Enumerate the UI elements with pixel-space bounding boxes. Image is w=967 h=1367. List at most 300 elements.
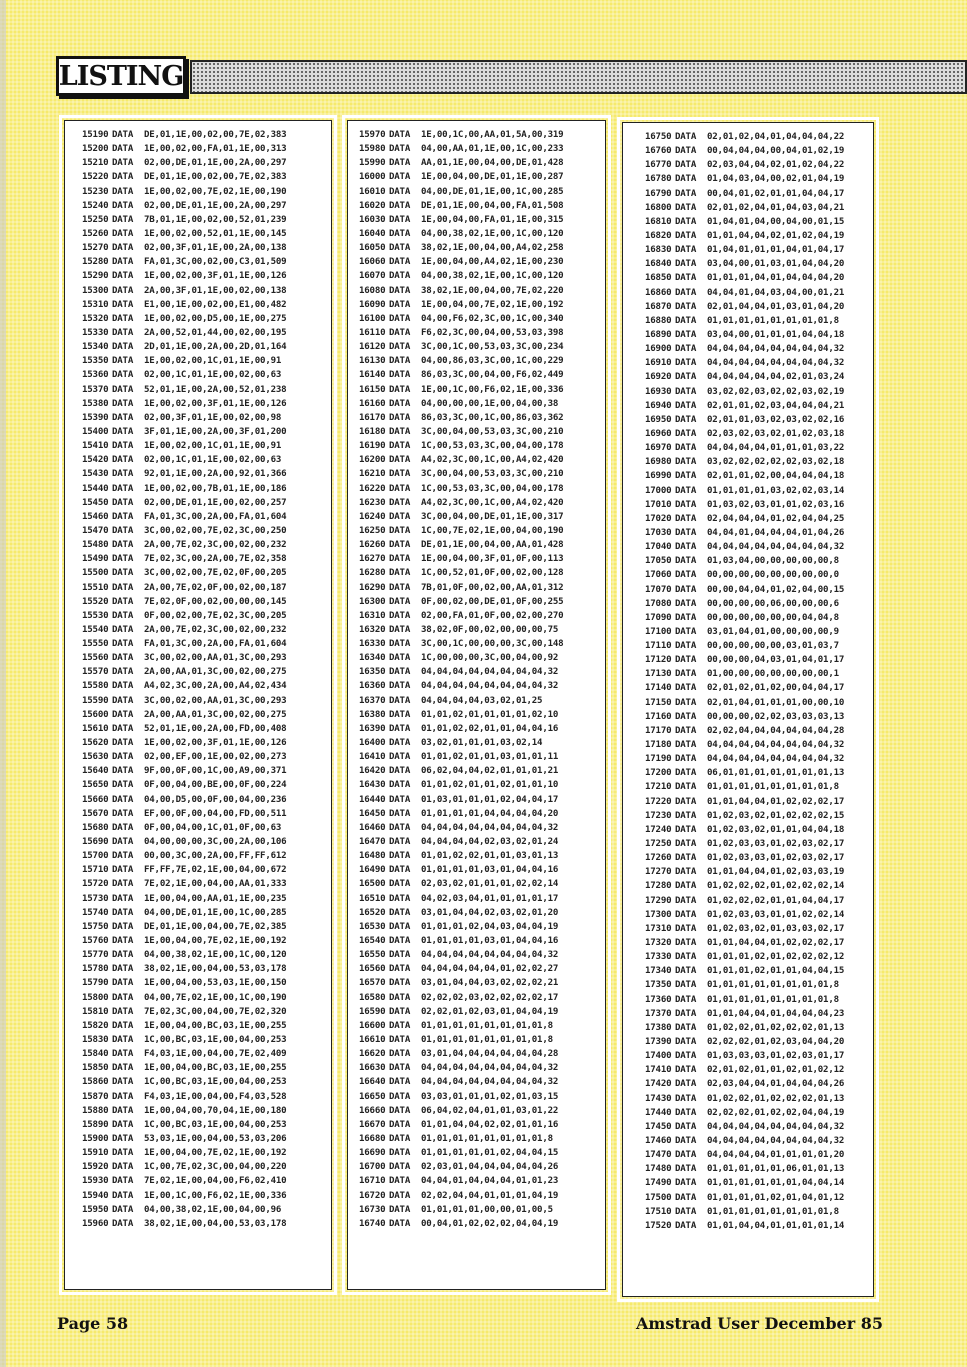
data-keyword: DATA [112, 525, 134, 536]
data-keyword: DATA [675, 485, 697, 496]
data-keyword: DATA [675, 400, 697, 411]
line-number: 15420 [82, 455, 109, 466]
data-line [348, 510, 605, 524]
data-values: A4,02,3C,00,1C,00,A4,02,420 [421, 455, 564, 466]
data-line [348, 241, 605, 255]
data-values: 03,04,00,01,01,01,04,04,18 [707, 329, 845, 340]
line-number: 15580 [82, 681, 109, 692]
line-number: 15730 [82, 893, 109, 904]
data-values: FF,FF,7E,02,1E,00,04,00,672 [144, 865, 287, 876]
data-keyword: DATA [112, 214, 134, 225]
line-number: 16680 [359, 1133, 386, 1144]
data-keyword: DATA [389, 1105, 411, 1116]
data-keyword: DATA [675, 839, 697, 850]
data-values: 04,00,AA,01,1E,00,1C,00,233 [421, 144, 564, 155]
line-number: 16220 [359, 483, 386, 494]
data-line [623, 1106, 873, 1120]
data-line [65, 199, 331, 213]
data-line [65, 877, 331, 891]
data-values: 1C,00,BC,03,1E,00,04,00,253 [144, 1119, 287, 1130]
data-line [348, 962, 605, 976]
data-values: 03,01,04,01,00,00,00,00,9 [707, 626, 839, 637]
data-keyword: DATA [389, 214, 411, 225]
data-values: 02,00,3F,01,1E,00,2A,00,138 [144, 243, 287, 254]
data-line [348, 750, 605, 764]
line-number: 16430 [359, 780, 386, 791]
line-number: 15590 [82, 695, 109, 706]
data-values: 7E,02,1E,00,04,00,F6,02,410 [144, 1176, 287, 1187]
line-number: 16150 [359, 384, 386, 395]
data-line [348, 185, 605, 199]
data-values: 1C,00,BC,03,1E,00,04,00,253 [144, 1035, 287, 1045]
data-keyword: DATA [675, 245, 697, 256]
data-values: 02,00,EF,00,1E,00,02,00,273 [144, 752, 287, 763]
data-line [65, 453, 331, 467]
data-keyword: DATA [675, 1051, 697, 1062]
line-number: 17510 [645, 1206, 672, 1217]
data-line [348, 793, 605, 807]
line-number: 16860 [645, 287, 672, 298]
line-number: 16110 [359, 327, 386, 338]
data-line [348, 566, 605, 580]
data-values: 00,00,00,02,02,03,03,03,13 [707, 711, 845, 722]
data-line [65, 1047, 331, 1061]
data-values: F4,03,1E,00,04,00,7E,02,409 [144, 1049, 287, 1060]
data-line [65, 439, 331, 453]
line-number: 17460 [645, 1135, 672, 1146]
line-number: 17330 [645, 952, 672, 963]
line-number: 16050 [359, 243, 386, 254]
data-keyword: DATA [389, 879, 411, 890]
data-values: 1E,00,1C,00,F6,02,1E,00,336 [421, 384, 564, 395]
data-keyword: DATA [389, 1204, 411, 1215]
data-keyword: DATA [675, 414, 697, 425]
data-keyword: DATA [389, 356, 411, 367]
line-number: 16590 [359, 1006, 386, 1017]
data-keyword: DATA [112, 1204, 134, 1215]
line-number: 16270 [359, 554, 386, 565]
magazine-issue: Amstrad User December 85 [636, 1314, 883, 1333]
data-line [623, 597, 873, 611]
data-keyword: DATA [675, 329, 697, 340]
data-values: 1C,00,00,00,3C,00,04,00,92 [421, 653, 559, 664]
line-number: 16970 [645, 443, 672, 454]
data-values: 02,00,FA,01,0F,00,02,00,270 [421, 610, 564, 621]
line-number: 15440 [82, 483, 109, 494]
data-keyword: DATA [389, 426, 411, 437]
data-line [623, 780, 873, 794]
data-line [348, 708, 605, 722]
data-line [348, 1217, 605, 1231]
data-keyword: DATA [389, 907, 411, 918]
data-keyword: DATA [112, 624, 134, 635]
data-keyword: DATA [112, 568, 134, 579]
data-values: 1E,00,04,00,7E,02,1E,00,192 [421, 299, 564, 310]
data-line [65, 1061, 331, 1075]
data-values: 3C,00,02,00,7E,02,3C,00,250 [144, 525, 287, 536]
data-line [623, 286, 873, 300]
data-values: 02,01,04,01,01,01,00,00,10 [707, 697, 845, 708]
data-line [348, 1075, 605, 1089]
data-values: 1E,00,02,00,D5,00,1E,00,275 [144, 313, 287, 324]
line-number: 17310 [645, 923, 672, 934]
line-number: 16780 [645, 174, 672, 185]
data-line [65, 1104, 331, 1118]
data-keyword: DATA [675, 952, 697, 963]
data-line [348, 1132, 605, 1146]
page-number: Page 58 [57, 1314, 129, 1333]
data-values: 00,04,01,02,01,01,04,04,17 [707, 188, 845, 199]
data-line [348, 906, 605, 920]
data-line [623, 950, 873, 964]
data-values: 1E,00,02,00,7B,01,1E,00,186 [144, 483, 287, 494]
data-values: 01,01,04,04,02,01,02,04,19 [707, 230, 845, 241]
data-line [623, 271, 873, 285]
line-number: 16830 [645, 245, 672, 256]
data-keyword: DATA [389, 865, 411, 876]
data-values: 2A,00,7E,02,0F,00,02,00,187 [144, 582, 287, 593]
data-keyword: DATA [389, 1006, 411, 1017]
data-line [65, 849, 331, 863]
data-values: 06,04,02,04,01,01,03,01,22 [421, 1105, 559, 1116]
line-number: 15970 [359, 130, 386, 140]
data-keyword: DATA [389, 752, 411, 763]
data-keyword: DATA [389, 568, 411, 579]
line-number: 16880 [645, 315, 672, 326]
data-line [65, 142, 331, 156]
data-values: 04,04,04,04,03,02,01,25 [421, 695, 543, 706]
line-number: 15340 [82, 342, 109, 353]
data-line [65, 1075, 331, 1089]
data-keyword: DATA [675, 641, 697, 652]
line-number: 15880 [82, 1105, 109, 1116]
data-line [65, 368, 331, 382]
data-keyword: DATA [389, 695, 411, 706]
data-keyword: DATA [675, 174, 697, 185]
line-number: 16090 [359, 299, 386, 310]
data-line [348, 1146, 605, 1160]
data-keyword: DATA [112, 144, 134, 155]
data-keyword: DATA [675, 527, 697, 538]
data-line [623, 865, 873, 879]
data-values: 1E,00,02,00,1C,01,1E,00,91 [144, 356, 282, 367]
data-line [65, 1090, 331, 1104]
data-keyword: DATA [112, 1077, 134, 1088]
line-number: 16360 [359, 681, 386, 692]
data-values: 38,02,1E,00,04,00,7E,02,220 [421, 285, 564, 296]
data-keyword: DATA [675, 344, 697, 355]
line-number: 16450 [359, 808, 386, 819]
data-values: 02,03,02,01,01,01,02,02,14 [421, 879, 559, 890]
data-values: 01,01,01,01,01,01,04,04,14 [707, 1178, 845, 1189]
data-line [348, 284, 605, 298]
line-number: 16240 [359, 511, 386, 522]
data-values: 00,00,04,04,01,02,04,00,15 [707, 584, 845, 595]
line-number: 16380 [359, 709, 386, 720]
data-keyword: DATA [112, 285, 134, 296]
data-values: 01,03,02,03,01,01,02,03,16 [707, 499, 845, 510]
data-keyword: DATA [675, 810, 697, 821]
data-line [65, 185, 331, 199]
line-number: 15510 [82, 582, 109, 593]
line-number: 17420 [645, 1079, 672, 1090]
data-line [623, 1219, 873, 1233]
data-values: 1E,00,02,00,3F,01,1E,00,126 [144, 398, 287, 409]
data-values: 01,01,01,01,01,01,01,01,8 [707, 994, 839, 1005]
data-keyword: DATA [675, 542, 697, 553]
data-keyword: DATA [675, 584, 697, 595]
data-keyword: DATA [112, 1190, 134, 1201]
data-values: 38,02,1E,00,04,00,A4,02,258 [421, 243, 564, 254]
data-keyword: DATA [389, 483, 411, 494]
line-number: 17410 [645, 1065, 672, 1076]
line-number: 16390 [359, 723, 386, 734]
data-values: 02,01,02,01,02,00,04,04,17 [707, 683, 845, 694]
data-keyword: DATA [112, 540, 134, 551]
data-line [623, 385, 873, 399]
data-values: 00,04,01,02,02,02,04,04,19 [421, 1218, 559, 1229]
data-values: 02,02,04,04,04,04,04,04,28 [707, 725, 845, 736]
line-number: 16760 [645, 146, 672, 157]
line-number: 15640 [82, 766, 109, 777]
data-line [348, 425, 605, 439]
data-line [348, 694, 605, 708]
line-number: 16250 [359, 525, 386, 536]
line-number: 15250 [82, 214, 109, 225]
line-number: 16750 [645, 132, 672, 142]
data-line [348, 665, 605, 679]
data-values: 01,01,01,01,00,00,01,00,5 [421, 1204, 553, 1215]
data-values: 01,01,01,02,01,01,04,04,15 [707, 966, 845, 977]
line-number: 17050 [645, 556, 672, 567]
line-number: 17450 [645, 1121, 672, 1132]
data-line [65, 1033, 331, 1047]
line-number: 17030 [645, 527, 672, 538]
data-values: 04,00,86,03,3C,00,1C,00,229 [421, 356, 564, 367]
line-number: 17270 [645, 867, 672, 878]
line-number: 16570 [359, 978, 386, 989]
line-number: 17070 [645, 584, 672, 595]
data-values: DE,01,1E,00,04,00,AA,01,428 [421, 540, 564, 551]
data-line [348, 1104, 605, 1118]
data-values: 01,01,01,01,01,01,01,01,8 [707, 980, 839, 991]
data-keyword: DATA [675, 230, 697, 241]
data-keyword: DATA [675, 273, 697, 284]
data-line [348, 1203, 605, 1217]
data-keyword: DATA [675, 315, 697, 326]
line-number: 15260 [82, 228, 109, 239]
data-line [348, 736, 605, 750]
line-number: 16730 [359, 1204, 386, 1215]
data-line [348, 835, 605, 849]
data-line [348, 368, 605, 382]
line-number: 16060 [359, 257, 386, 268]
data-keyword: DATA [112, 851, 134, 862]
data-line [65, 976, 331, 990]
data-keyword: DATA [112, 639, 134, 650]
data-keyword: DATA [112, 1162, 134, 1173]
line-number: 15450 [82, 497, 109, 508]
data-keyword: DATA [112, 780, 134, 791]
line-number: 17140 [645, 683, 672, 694]
line-number: 15990 [359, 158, 386, 169]
data-values: EF,00,0F,00,04,00,FD,00,511 [144, 808, 287, 819]
line-number: 16600 [359, 1020, 386, 1031]
data-values: 02,01,01,03,02,03,02,02,16 [707, 414, 845, 425]
data-keyword: DATA [675, 711, 697, 722]
data-values: 1E,00,1C,00,F6,02,1E,00,336 [144, 1190, 287, 1201]
line-number: 17170 [645, 725, 672, 736]
data-values: 04,04,04,04,04,04,04,04,32 [707, 358, 845, 369]
data-keyword: DATA [112, 1133, 134, 1144]
data-line [623, 484, 873, 498]
data-line [348, 156, 605, 170]
data-line [623, 229, 873, 243]
header-rule [190, 60, 967, 94]
data-keyword: DATA [675, 1135, 697, 1146]
line-number: 15240 [82, 200, 109, 211]
data-values: F6,02,3C,00,04,00,53,03,398 [421, 327, 564, 338]
line-number: 15470 [82, 525, 109, 536]
data-keyword: DATA [675, 782, 697, 793]
data-line [623, 328, 873, 342]
line-number: 16700 [359, 1162, 386, 1173]
data-values: 1E,00,1C,00,AA,01,5A,00,319 [421, 130, 564, 140]
line-number: 17220 [645, 796, 672, 807]
data-values: 3C,00,02,00,AA,01,3C,00,293 [144, 695, 287, 706]
data-keyword: DATA [675, 598, 697, 609]
data-values: 01,01,01,01,03,01,04,04,16 [421, 936, 559, 947]
data-keyword: DATA [389, 1176, 411, 1187]
data-line [65, 397, 331, 411]
data-values: 03,02,02,03,02,02,03,02,19 [707, 386, 845, 397]
data-values: A4,02,3C,00,2A,00,A4,02,434 [144, 681, 287, 692]
data-line [623, 752, 873, 766]
data-values: 00,00,00,00,00,00,00,00,0 [707, 570, 839, 581]
data-values: DE,01,1E,00,02,00,7E,02,383 [144, 172, 287, 183]
line-number: 15700 [82, 851, 109, 862]
data-line [623, 469, 873, 483]
data-line [348, 821, 605, 835]
line-number: 16540 [359, 936, 386, 947]
data-values: 1E,00,02,00,3F,01,1E,00,126 [144, 271, 287, 282]
data-keyword: DATA [675, 909, 697, 920]
line-number: 17300 [645, 909, 672, 920]
data-keyword: DATA [675, 1008, 697, 1019]
line-number: 16400 [359, 738, 386, 749]
data-line [348, 1061, 605, 1075]
data-line [348, 595, 605, 609]
data-keyword: DATA [675, 725, 697, 736]
data-keyword: DATA [389, 172, 411, 183]
data-values: 04,04,04,04,04,01,02,02,27 [421, 964, 559, 975]
data-keyword: DATA [389, 370, 411, 381]
line-number: 16650 [359, 1091, 386, 1102]
data-values: 04,04,04,04,04,04,04,04,32 [707, 1135, 845, 1146]
data-keyword: DATA [389, 1218, 411, 1229]
data-line [623, 201, 873, 215]
line-number: 16930 [645, 386, 672, 397]
data-keyword: DATA [675, 216, 697, 227]
data-line [65, 1146, 331, 1160]
line-number: 15820 [82, 1020, 109, 1031]
data-keyword: DATA [112, 667, 134, 678]
line-number: 17020 [645, 513, 672, 524]
line-number: 16000 [359, 172, 386, 183]
line-number: 16520 [359, 907, 386, 918]
data-values: 01,01,01,01,03,01,04,04,16 [421, 865, 559, 876]
data-keyword: DATA [675, 697, 697, 708]
line-number: 16910 [645, 358, 672, 369]
data-keyword: DATA [675, 994, 697, 1005]
line-number: 15520 [82, 596, 109, 607]
line-number: 16040 [359, 228, 386, 239]
line-number: 16550 [359, 950, 386, 961]
data-values: 02,01,04,04,01,03,01,04,20 [707, 301, 845, 312]
data-values: 02,01,01,02,00,04,04,04,18 [707, 471, 845, 482]
data-line [65, 736, 331, 750]
line-number: 17350 [645, 980, 672, 991]
data-values: 00,00,00,00,00,00,04,04,8 [707, 612, 839, 623]
data-values: 01,02,03,03,01,02,03,02,17 [707, 839, 845, 850]
data-values: 06,01,01,01,01,01,01,01,13 [707, 768, 845, 779]
data-line [348, 453, 605, 467]
line-number: 17260 [645, 853, 672, 864]
data-line [65, 793, 331, 807]
data-line [65, 1217, 331, 1231]
data-values: A4,02,3C,00,1C,00,A4,02,420 [421, 497, 564, 508]
line-number: 15600 [82, 709, 109, 720]
line-number: 15900 [82, 1133, 109, 1144]
data-keyword: DATA [675, 570, 697, 581]
data-values: 00,00,00,00,00,03,01,03,7 [707, 641, 839, 652]
line-number: 15620 [82, 738, 109, 749]
data-values: 3C,00,1C,00,53,03,3C,00,234 [421, 342, 564, 353]
data-keyword: DATA [389, 738, 411, 749]
data-values: 01,01,02,01,01,01,01,02,10 [421, 709, 559, 720]
data-line [65, 623, 331, 637]
line-number: 16810 [645, 216, 672, 227]
data-values: 86,03,3C,00,04,00,F6,02,449 [421, 370, 564, 381]
data-line [348, 326, 605, 340]
data-line [348, 354, 605, 368]
data-line [348, 849, 605, 863]
line-number: 16140 [359, 370, 386, 381]
data-values: 1E,00,02,00,FA,01,1E,00,313 [144, 144, 287, 155]
data-keyword: DATA [112, 1006, 134, 1017]
line-number: 16500 [359, 879, 386, 890]
data-keyword: DATA [389, 441, 411, 452]
data-keyword: DATA [112, 681, 134, 692]
data-values: 01,03,01,01,01,02,04,04,17 [421, 794, 559, 805]
data-keyword: DATA [675, 1022, 697, 1033]
data-line [348, 1033, 605, 1047]
line-number: 15920 [82, 1162, 109, 1173]
data-line [348, 213, 605, 227]
data-values: 04,04,04,04,04,04,04,04,32 [421, 950, 559, 961]
data-keyword: DATA [675, 1150, 697, 1161]
data-keyword: DATA [112, 412, 134, 423]
data-keyword: DATA [389, 653, 411, 664]
data-values: 1E,00,04,00,A4,02,1E,00,230 [421, 257, 564, 268]
line-number: 15350 [82, 356, 109, 367]
line-number: 16840 [645, 259, 672, 270]
data-line [65, 807, 331, 821]
data-keyword: DATA [389, 1162, 411, 1173]
line-number: 15780 [82, 964, 109, 975]
line-number: 17150 [645, 697, 672, 708]
data-values: 1C,00,53,03,3C,00,04,00,178 [421, 441, 564, 452]
